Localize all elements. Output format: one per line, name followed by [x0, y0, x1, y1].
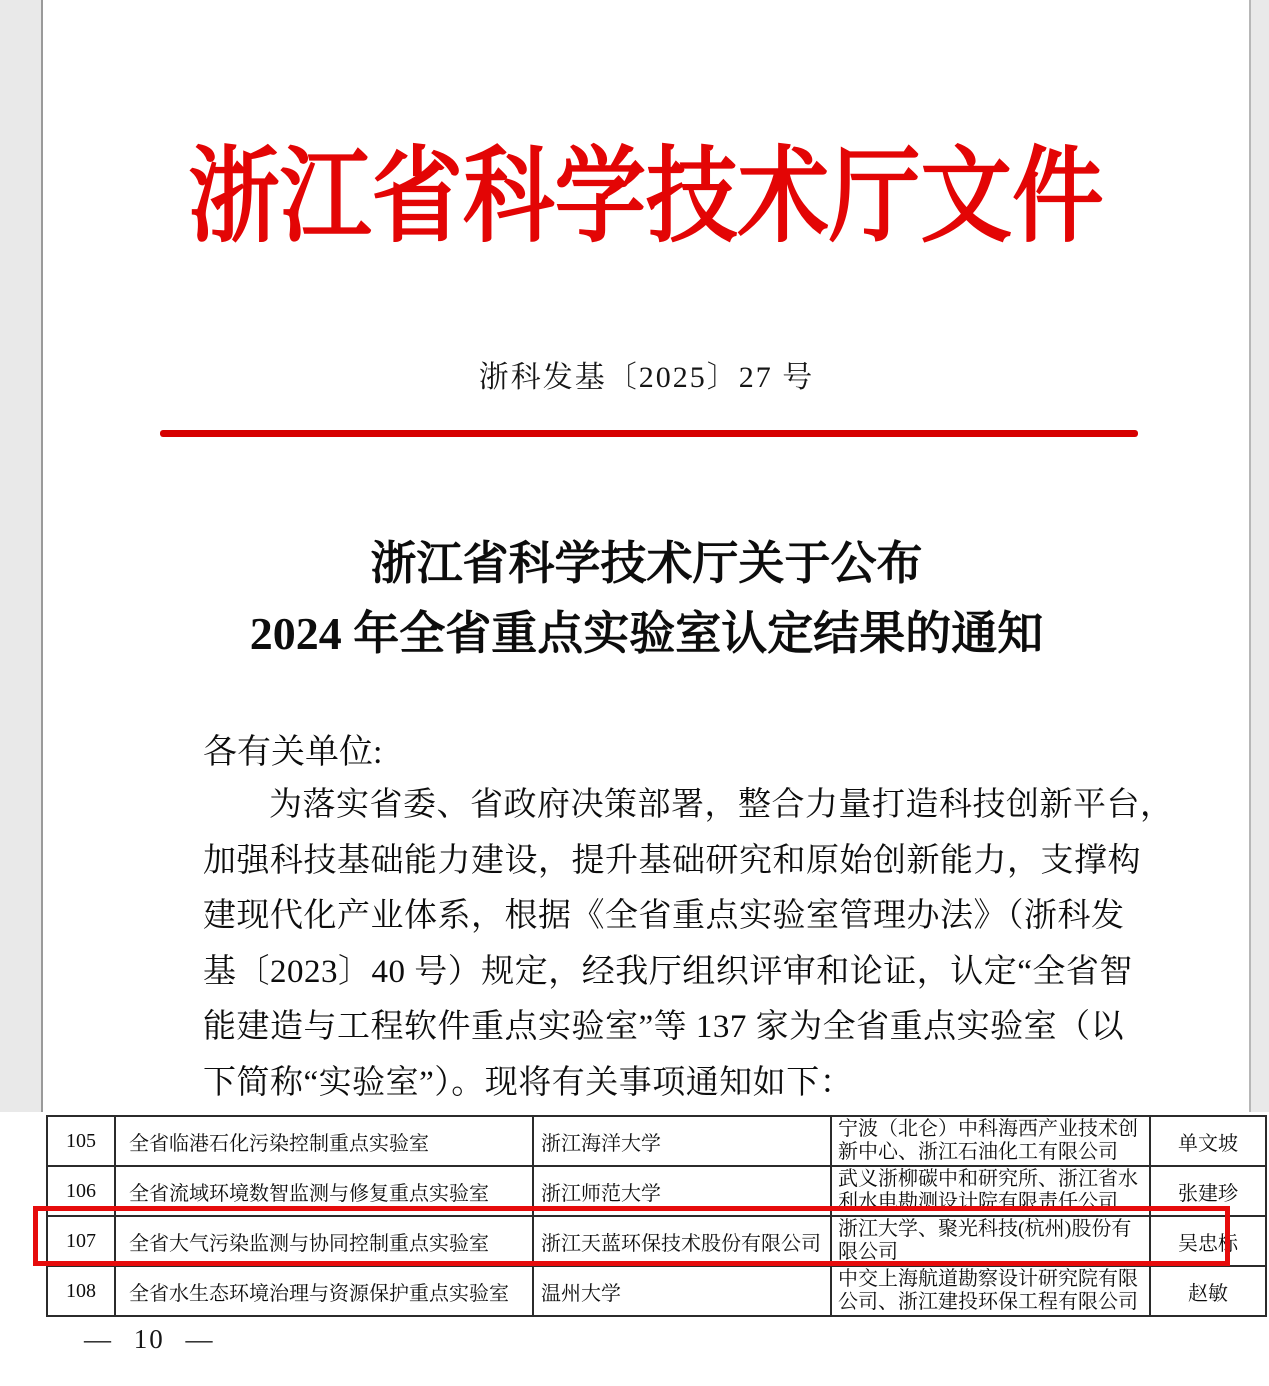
cell-partners: 武义浙柳碳中和研究所、浙江省水利水电勘测设计院有限责任公司	[831, 1166, 1150, 1216]
cell-lab: 全省水生态环境治理与资源保护重点实验室	[115, 1266, 533, 1316]
body-line: 下简称“实验室”）。现将有关事项通知如下：	[203, 1064, 854, 1101]
cell-no: 106	[47, 1166, 115, 1216]
body-line: 为落实省委、省政府决策部署，整合力量打造科技创新平台，	[269, 787, 1174, 823]
body-line: 基〔2023〕40 号）规定，经我厅组织评审和论证，认定“全省智	[203, 953, 1133, 990]
body-line: 能建造与工程软件重点实验室”等 137 家为全省重点实验室（以	[203, 1009, 1125, 1045]
body-text	[203, 778, 1174, 1111]
cell-director: 单文坡	[1150, 1116, 1266, 1166]
cell-unit: 浙江天蓝环保技术股份有限公司	[533, 1216, 831, 1266]
cell-director: 赵敏	[1150, 1266, 1266, 1316]
notice-title-line1: 浙江省科学技术厅关于公布	[370, 538, 923, 589]
cell-unit: 浙江海洋大学	[533, 1116, 831, 1166]
body-line: 建现代化产业体系，根据《全省重点实验室管理办法》（浙科发	[203, 898, 1125, 934]
cell-no: 105	[47, 1116, 115, 1166]
cell-no: 107	[47, 1216, 115, 1266]
page-number: — 10 —	[84, 1324, 215, 1354]
cell-no: 108	[47, 1266, 115, 1316]
page-gutter-left	[0, 0, 43, 1112]
salutation: 各有关单位:	[203, 734, 383, 771]
cell-unit: 浙江师范大学	[533, 1166, 831, 1216]
table-row	[47, 1116, 1266, 1166]
cell-unit: 温州大学	[533, 1266, 831, 1316]
cell-partners: 宁波（北仑）中科海西产业技术创新中心、浙江石油化工有限公司	[831, 1116, 1150, 1166]
cell-lab: 全省流域环境数智监测与修复重点实验室	[115, 1166, 533, 1216]
cell-director: 张建珍	[1150, 1166, 1266, 1216]
table-row	[47, 1266, 1266, 1316]
table-row	[47, 1216, 1266, 1266]
labs-table	[46, 1115, 1267, 1317]
labs-table-body	[47, 1116, 1266, 1316]
body-line: 加强科技基础能力建设，提升基础研究和原始创新能力，支撑构	[203, 842, 1141, 879]
document-number: 浙科发基〔2025〕27 号	[478, 361, 815, 394]
cell-director: 吴忠标	[1150, 1216, 1266, 1266]
notice-title-line2: 2024 年全省重点实验室认定结果的通知	[249, 608, 1044, 659]
document-header-title	[44, 138, 1249, 258]
page-gutter-right	[1249, 0, 1269, 1112]
cell-partners: 中交上海航道勘察设计研究院有限公司、浙江建投环保工程有限公司	[831, 1266, 1150, 1316]
table-row	[47, 1166, 1266, 1216]
cell-lab: 全省临港石化污染控制重点实验室	[115, 1116, 533, 1166]
document-header-title-text: 浙江省科学技术厅文件	[188, 140, 1105, 255]
cell-partners: 浙江大学、聚光科技(杭州)股份有限公司	[831, 1216, 1150, 1266]
red-divider	[160, 430, 1138, 437]
cell-lab: 全省大气污染监测与协同控制重点实验室	[115, 1216, 533, 1266]
